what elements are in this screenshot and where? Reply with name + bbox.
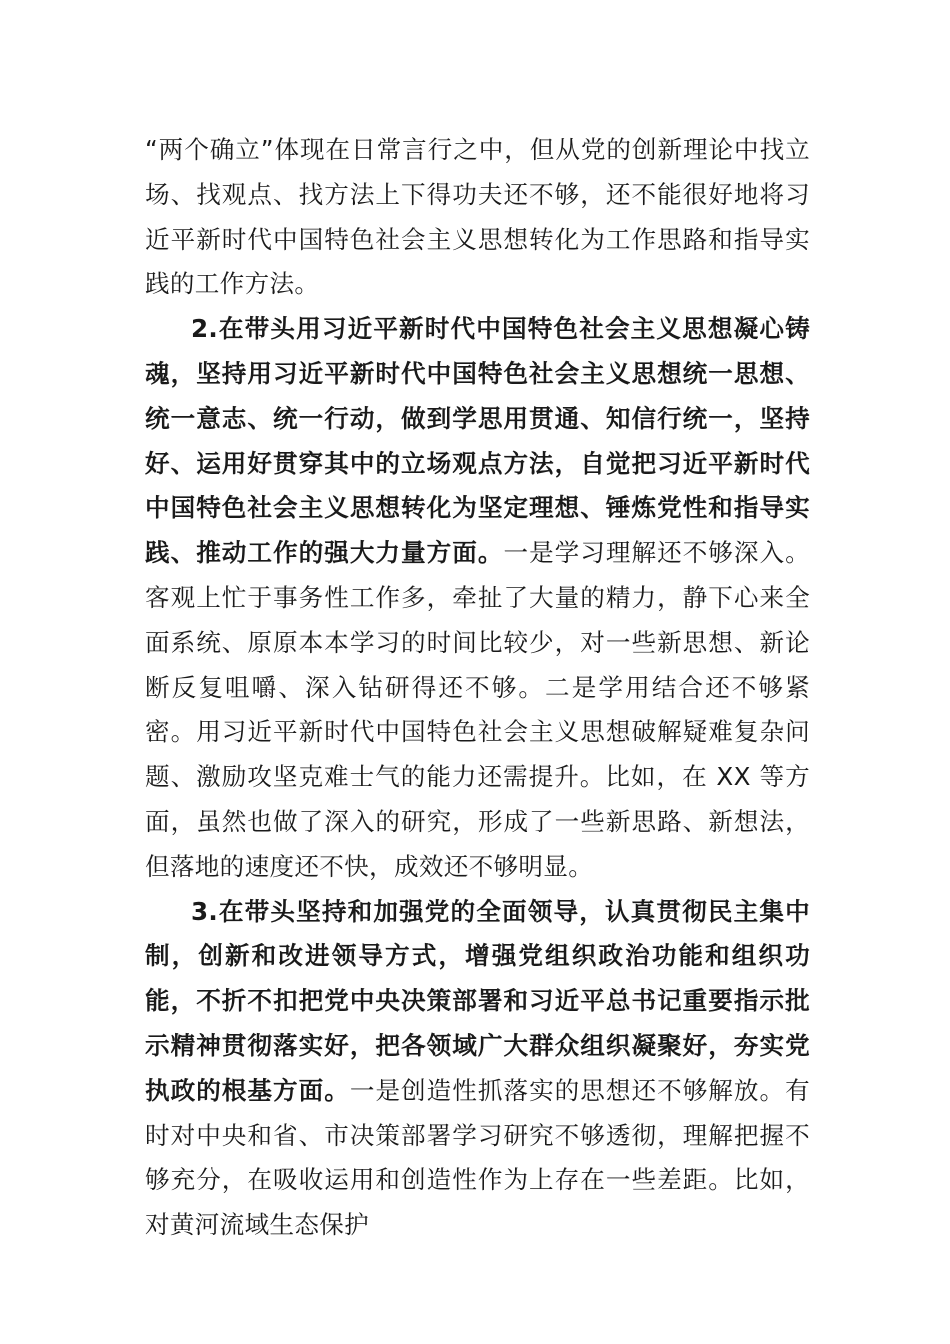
paragraph-2-body: 一是学习理解还不够深入。客观上忙于事务性工作多，牵扯了大量的精力，静下心来全面系统、原原本本学习的时间比较少，对一些新思想、新论断反复咀嚼、深入钻研得还不够。二是学用结合还不够紧密。用习近平新时代中国特色社会主义思想破解疑难复杂问题、激励攻坚克难士气的能力还需提升。比如，在 XX 等方面，虽然也做了深入的研究，形成了一些新思路、新想法，但落地的速度还不快，成效还不够明显。: [145, 538, 811, 881]
paragraph-1-text: “两个确立”体现在日常言行之中，但从党的创新理论中找立场、找观点、找方法上下得功夫还不够，还不能很好地将习近平新时代中国特色社会主义思想转化为工作思路和指导实践的工作方法。: [145, 135, 810, 299]
paragraph-item-3: [145, 890, 810, 1248]
paragraph-3-body: 一是创造性抓落实的思想还不够解放。有时对中央和省、市决策部署学习研究不够透彻，理解把握不够充分，在吸收运用和创造性作为上存在一些差距。比如，对黄河流域生态保护: [145, 1075, 811, 1240]
document-body: [145, 128, 810, 1248]
paragraph-3-heading: 3.在带头坚持和加强党的全面领导，认真贯彻民主集中制，创新和改进领导方式，增强党组织政治功能和组织功能，不折不扣把党中央决策部署和习近平总书记重要指示批示精神贯彻落实好，把各领域广大群众组织凝聚好，夯实党执政的根基方面。: [145, 896, 810, 1105]
paragraph-2-heading: 2.在带头用习近平新时代中国特色社会主义思想凝心铸魂，坚持用习近平新时代中国特色社会主义思想统一思想、统一意志、统一行动，做到学思用贯通、知信行统一，坚持好、运用好贯穿其中的立场观点方法，自觉把习近平新时代中国特色社会主义思想转化为坚定理想、锤炼党性和指导实践、推动工作的强大力量方面。: [145, 314, 810, 568]
paragraph-continued: [145, 128, 810, 307]
paragraph-item-2: [145, 307, 810, 889]
